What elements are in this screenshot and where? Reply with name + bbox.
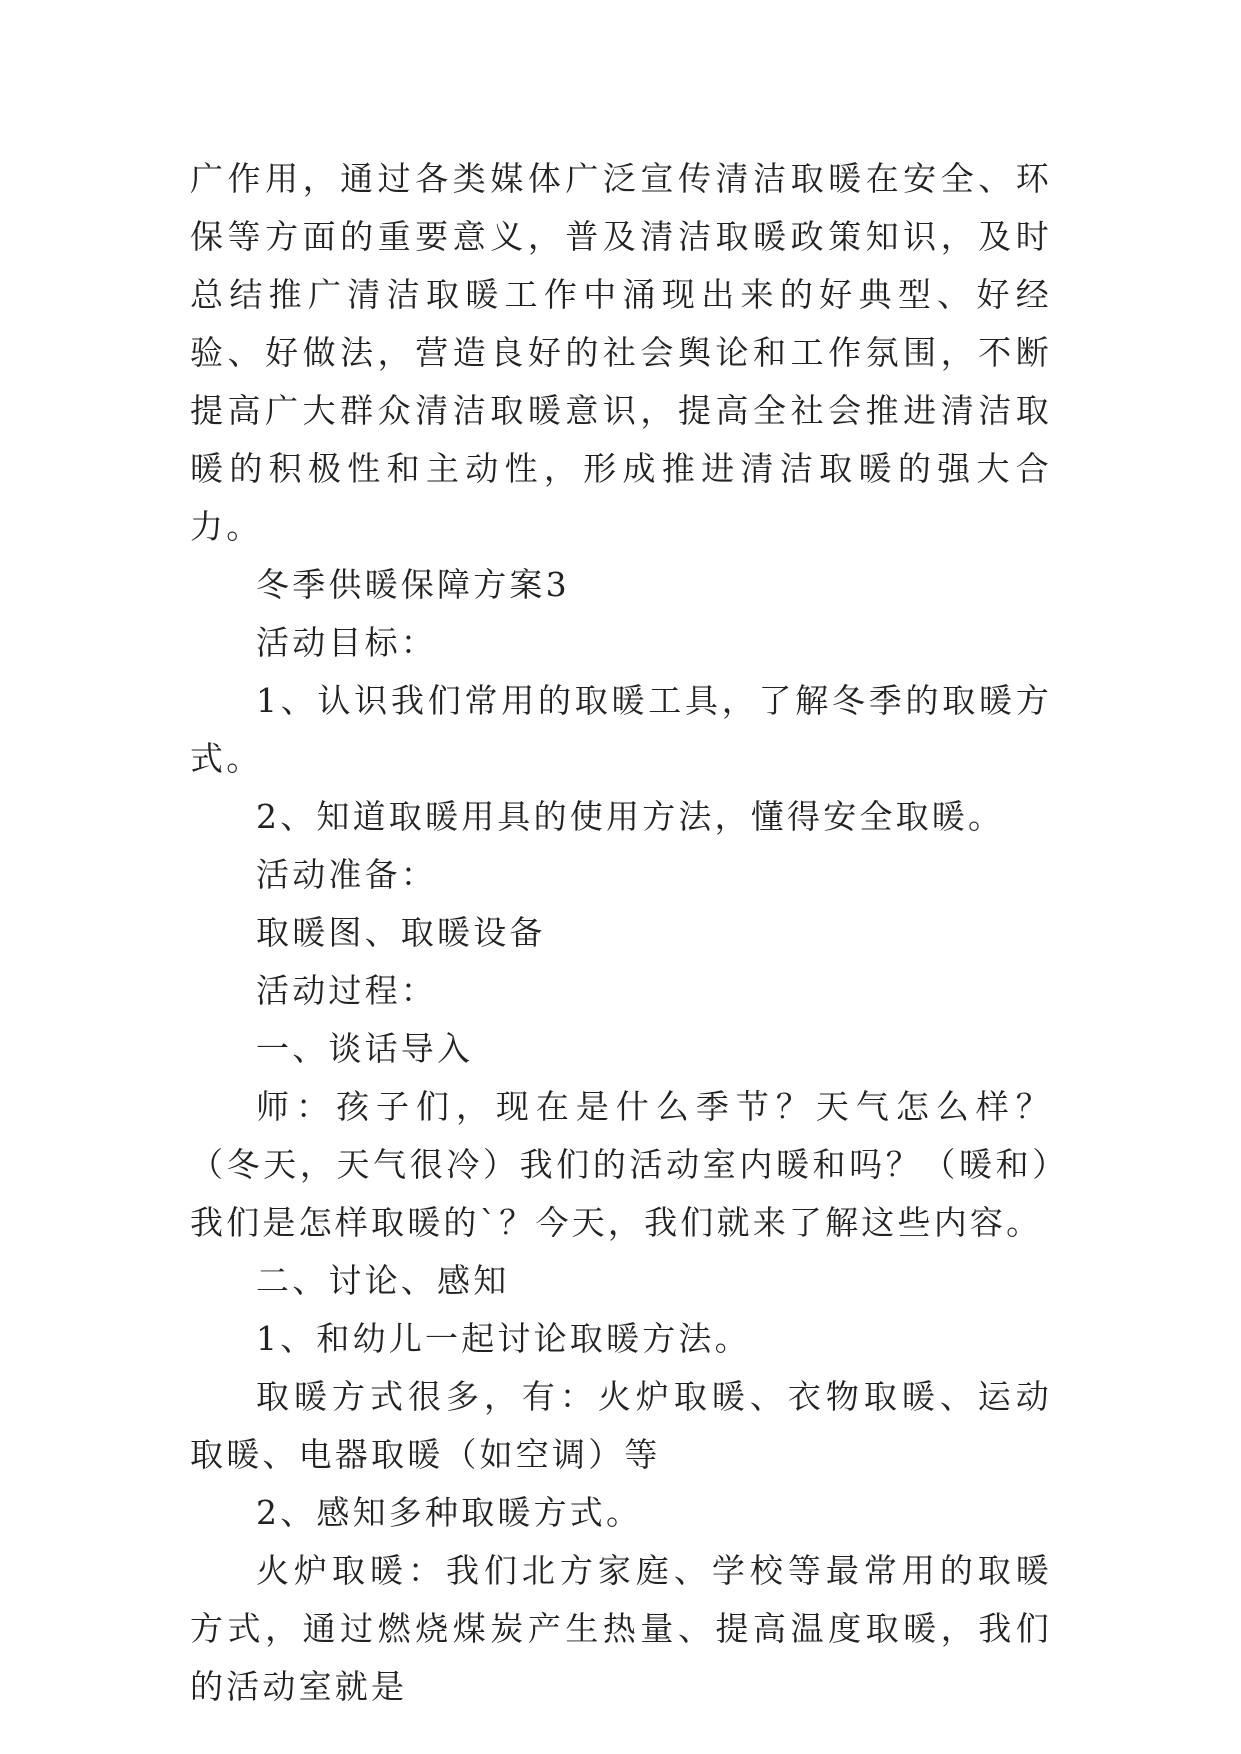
heading-activity-process: 活动过程： bbox=[256, 971, 437, 1010]
goal-item-2: 2、知道取暖用具的使用方法，懂得安全取暖。 bbox=[256, 797, 1005, 836]
heading-activity-preparation: 活动准备： bbox=[256, 855, 437, 894]
heating-methods-list: 取暖方式很多，有：火炉取暖、衣物取暖、运动取暖、电器取暖（如空调）等 bbox=[190, 1377, 1052, 1474]
heading-activity-goals: 活动目标： bbox=[256, 623, 437, 662]
stove-heating-description: 火炉取暖：我们北方家庭、学校等最常用的取暖方式，通过燃烧煤炭产生热量、提高温度取暖，我们的活动室就是 bbox=[190, 1551, 1052, 1706]
discussion-item-2: 2、感知多种取暖方式。 bbox=[256, 1493, 643, 1532]
teacher-dialogue: 师：孩子们，现在是什么季节？天气怎么样？（冬天，天气很冷）我们的活动室内暖和吗？（暖和）我们是怎样取暖的`？今天，我们就来了解这些内容。 bbox=[190, 1087, 1052, 1242]
discussion-item-1: 1、和幼儿一起讨论取暖方法。 bbox=[256, 1319, 751, 1358]
preparation-items: 取暖图、取暖设备 bbox=[256, 913, 546, 952]
document-body bbox=[190, 150, 1052, 1716]
paragraph-continuation: 广作用，通过各类媒体广泛宣传清洁取暖在安全、环保等方面的重要意义，普及清洁取暖政策知识，及时总结推广清洁取暖工作中涌现出来的好典型、好经验、好做法，营造良好的社会舆论和工作氛围，不断提高广大群众清洁取暖意识，提高全社会推进清洁取暖的积极性和主动性，形成推进清洁取暖的强大合力。 bbox=[190, 159, 1052, 546]
step-heading-1: 一、谈话导入 bbox=[256, 1029, 474, 1068]
step-heading-2: 二、讨论、感知 bbox=[256, 1261, 510, 1300]
section-title: 冬季供暖保障方案3 bbox=[256, 565, 570, 604]
goal-item-1: 1、认识我们常用的取暖工具，了解冬季的取暖方式。 bbox=[190, 681, 1052, 778]
